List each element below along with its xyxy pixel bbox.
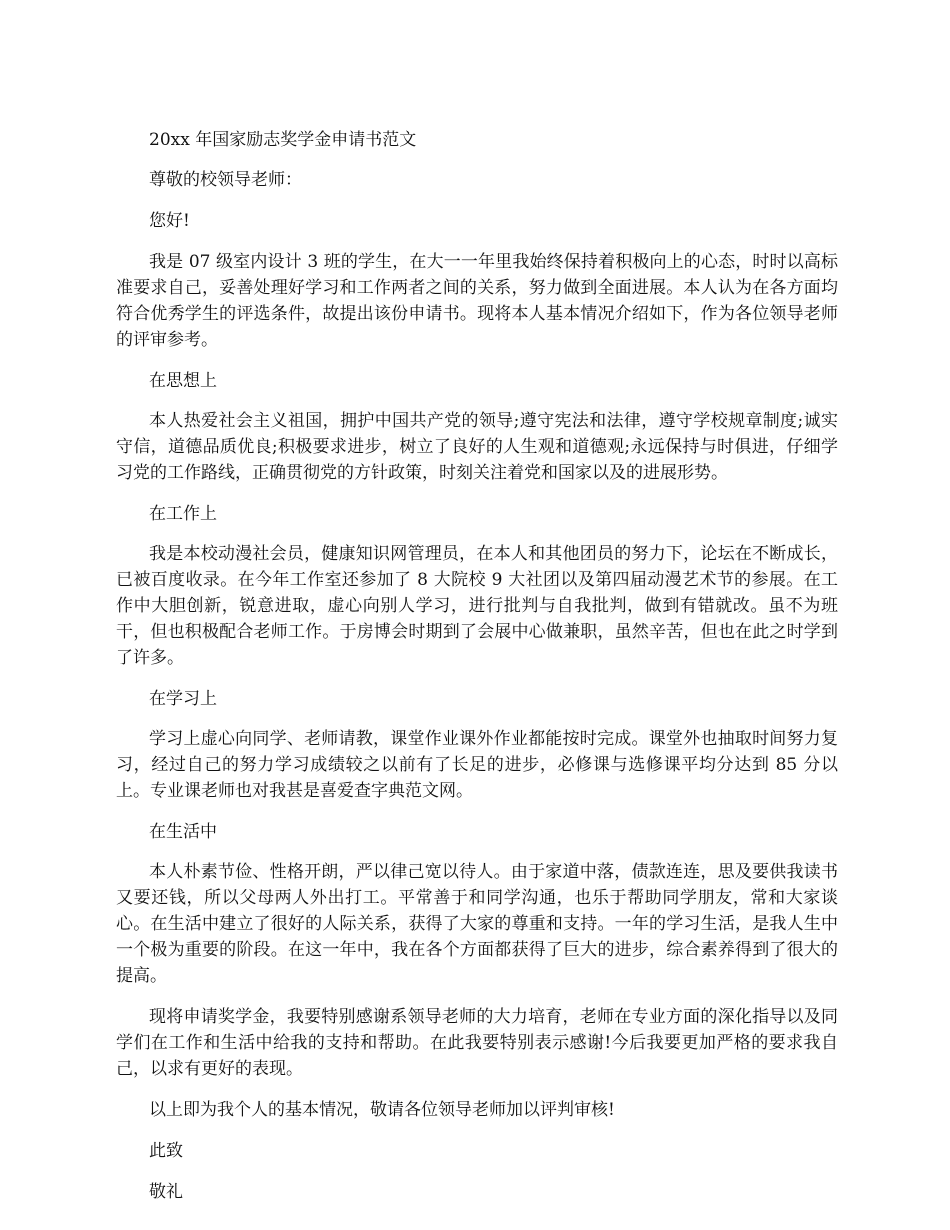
salutation: 尊敬的校领导老师： xyxy=(149,170,302,190)
greeting: 您好! xyxy=(149,211,190,231)
thanks-paragraph: 现将申请奖学金，我要特别感谢系领导老师的大力培育，老师在专业方面的深化指导以及同学们在工作和生活中给我的支持和帮助。在此我要特别表示感谢!今后我要更加严格的要求我自己，以求有更好的表现。 xyxy=(116,1007,838,1079)
section-body-work: 我是本校动漫社会员，健康知识网管理员，在本人和其他团员的努力下，论坛在不断成长，已被百度收录。在今年工作室还参加了 8 大院校 9 大社团以及第四届动漫艺术节的参展。在工作中大胆创新，锐意进取，虚心向别人学习，进行批判与自我批判，做到有错就改。虽不为班干，但也积极配合老师工作。于房博会时期到了会展中心做兼职，虽然辛苦，但也在此之时学到了许多。 xyxy=(116,544,838,668)
section-heading-study: 在学习上 xyxy=(149,689,217,709)
section-heading-work: 在工作上 xyxy=(149,504,217,524)
closing-cizhi: 此致 xyxy=(149,1141,183,1161)
section-heading-thought: 在思想上 xyxy=(149,371,217,391)
section-body-life: 本人朴素节俭、性格开朗，严以律己宽以待人。由于家道中落，债款连连，思及要供我读书又要还钱，所以父母两人外出打工。平常善于和同学沟通，也乐于帮助同学朋友，常和大家谈心。在生活中建立了很好的人际关系，获得了大家的尊重和支持。一年的学习生活，是我人生中一个极为重要的阶段。在这一年中，我在各个方面都获得了巨大的进步，综合素养得到了很大的提高。 xyxy=(116,862,838,986)
intro-paragraph: 我是 07 级室内设计 3 班的学生，在大一一年里我始终保持着积极向上的心态，时时以高标准要求自己，妥善处理好学习和工作两者之间的关系，努力做到全面进展。本人认为在各方面均符合优秀学生的评选条件，故提出该份申请书。现将本人基本情况介绍如下，作为各位领导老师的评审参考。 xyxy=(116,252,838,350)
request-paragraph: 以上即为我个人的基本情况，敬请各位领导老师加以评判审核! xyxy=(149,1100,615,1120)
section-body-study: 学习上虚心向同学、老师请教，课堂作业课外作业都能按时完成。课堂外也抽取时间努力复习，经过自己的努力学习成绩较之以前有了长足的进步，必修课与选修课平均分达到 85 分以上。专业课老师也对我甚是喜爱查字典范文网。 xyxy=(116,729,838,801)
document-body xyxy=(116,127,838,1220)
section-heading-life: 在生活中 xyxy=(149,822,217,842)
closing-jingli: 敬礼 xyxy=(149,1182,183,1202)
section-body-thought: 本人热爱社会主义祖国，拥护中国共产党的领导;遵守宪法和法律，遵守学校规章制度;诚实守信，道德品质优良;积极要求进步，树立了良好的人生观和道德观;永远保持与时俱进，仔细学习党的工作路线，正确贯彻党的方针政策，时刻关注着党和国家以及的进展形势。 xyxy=(116,411,838,483)
document-title: 20xx 年国家励志奖学金申请书范文 xyxy=(149,130,417,150)
